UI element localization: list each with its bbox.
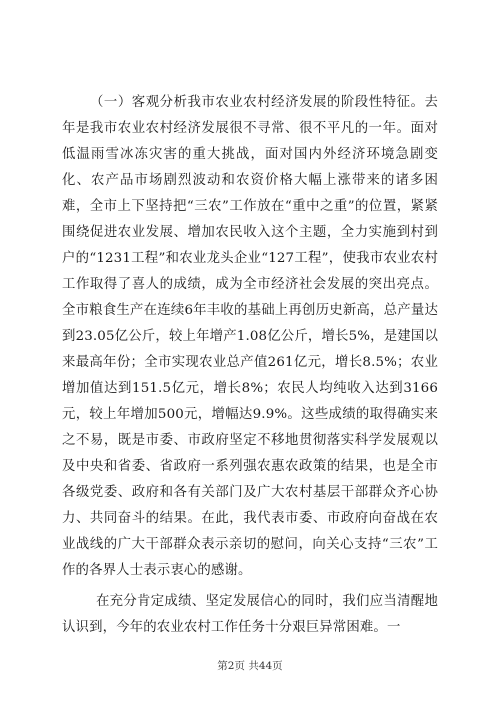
paragraph-analysis: （一）客观分析我市农业农村经济发展的阶段性特征。去年是我市农业农村经济发展很不寻常、很不平凡的一年。面对低温雨雪冰冻灾害的重大挑战，面对国内外经济环境急剧变化、农产品市场剧烈波动和农资价格大幅上涨带来的诸多困难，全市上下坚持把“三农”工作放在“重中之重”的位置，紧紧围绕促进农业发展、增加农民收入这个主题，全力实施到村到户的“1231工程”和农业龙头企业“127工程”，使我市农业农村工作取得了喜人的成绩，成为全市经济社会发展的突出亮点。全市粮食生产在连续6年丰收的基础上再创历史新高，总产量达到23.05亿公斤，较上年增产1.08亿公斤，增长5%，是建国以来最高年份；全市实现农业总产值261亿元，增长8.5%；农业增加值达到151.5亿元，增长8%；农民人均纯收入达到3166元，较上年增加500元，增幅达9.9%。这些成绩的取得确实来之不易，既是市委、市政府坚定不移地贯彻落实科学发展观以及中央和省委、省政府一系列强农惠农政策的结果，也是全市各级党委、政府和各有关部门及广大农村基层干部群众齐心协力、共同奋斗的结果。在此，我代表市委、市政府向奋战在农业战线的广大干部群众表示亲切的慰问，向关心支持“三农”工作的各界人士表示衷心的感谢。 bbox=[62, 95, 438, 578]
document-body bbox=[62, 90, 438, 641]
page-number-footer: 第2页 共44页 bbox=[217, 660, 283, 672]
paragraph-difficulties: 在充分肯定成绩、坚定发展信心的同时，我们应当清醒地认识到，今年的农业农村工作任务十分艰巨异常困难。一 bbox=[62, 594, 438, 635]
